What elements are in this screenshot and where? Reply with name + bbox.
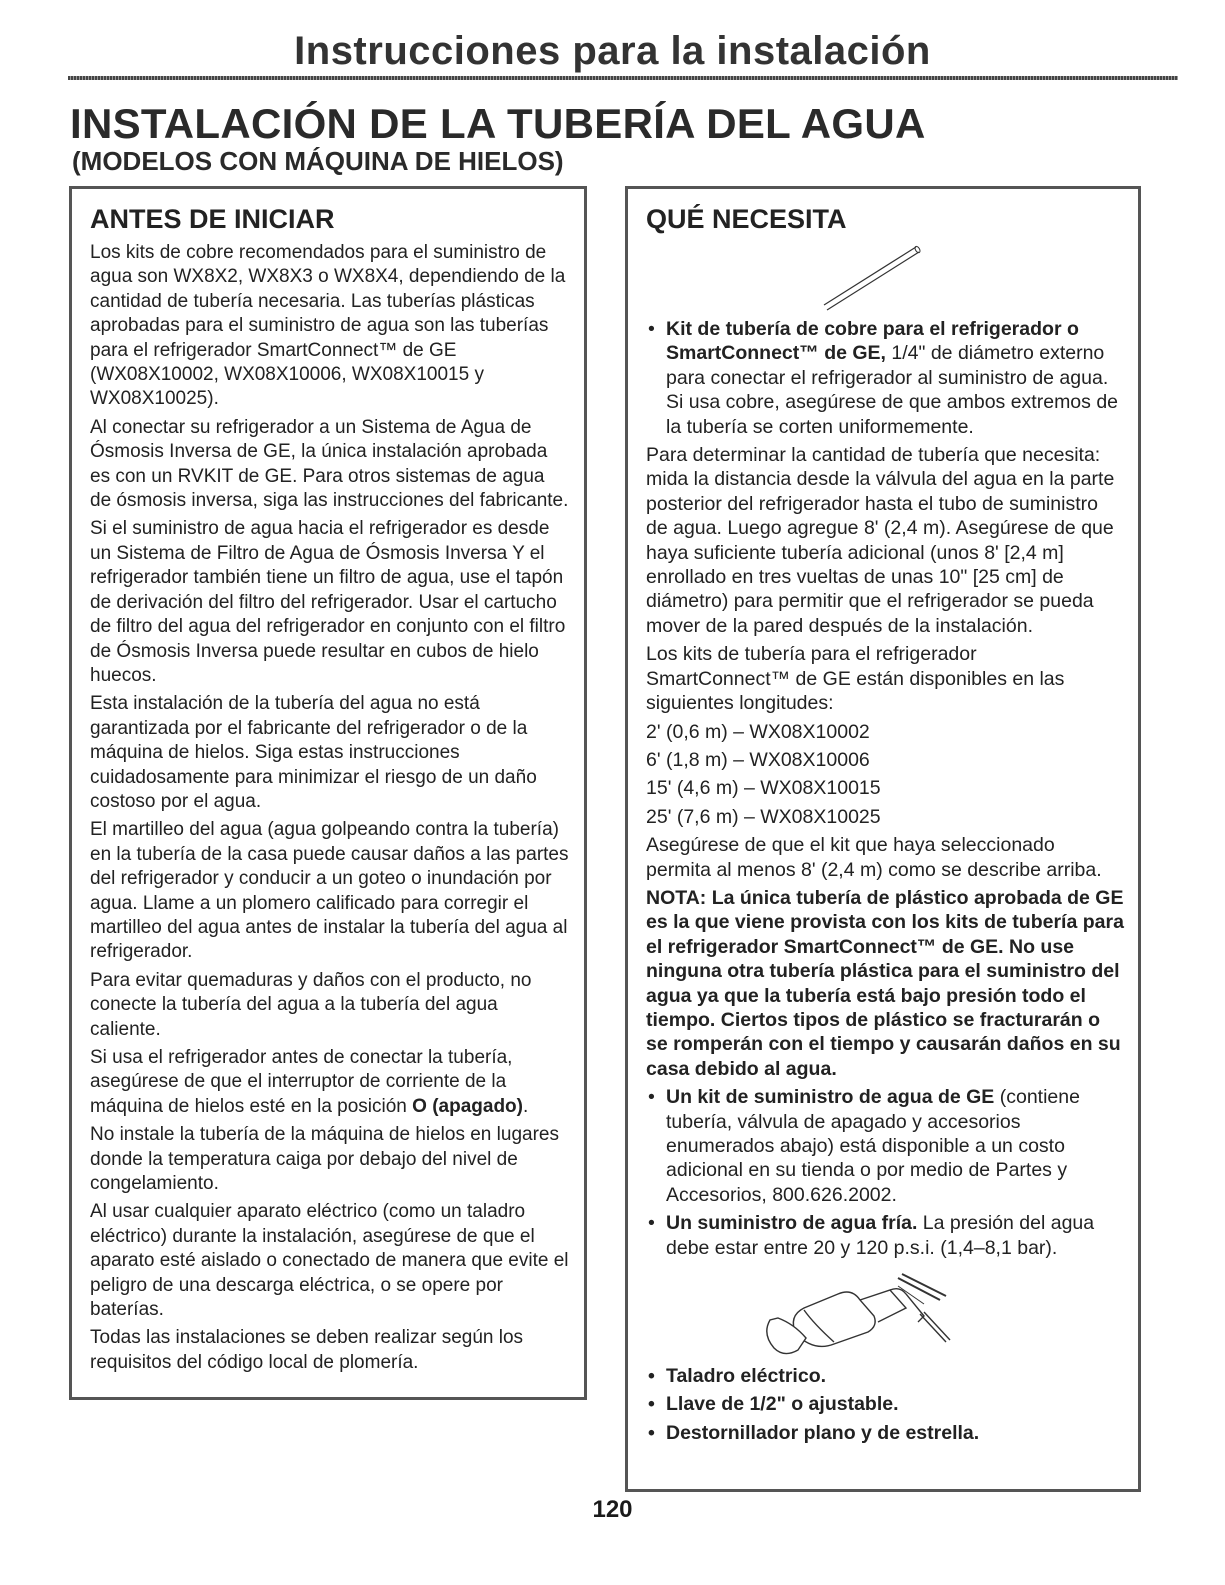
paragraph: Para evitar quemaduras y daños con el producto, no conecte la tubería del agua a la tubería del agua caliente. — [90, 969, 532, 1040]
paragraph: Al conectar su refrigerador a un Sistema de Agua de Ósmosis Inversa de GE, la única instalación aprobada es con un RVKIT de GE. Para otros sistemas de agua de ósmosis inversa, siga las instrucciones del fabricante. — [90, 416, 569, 512]
text: La presión del agua debe estar entre 20 y 120 p.s.i. (1,4–8,1 bar). — [666, 1212, 1095, 1259]
list-item: • Taladro eléctrico. — [646, 1364, 1124, 1388]
paragraph: Asegúrese de que el kit que haya seleccionado permita al menos 8' (2,4 m) como se describe arriba. — [646, 834, 1102, 881]
text: 1/4" de diámetro externo para conectar el refrigerador al suministro de agua. Si usa cobre, asegúrese de que ambos extremos de la tubería se corten uniformemente. — [666, 342, 1119, 438]
length-item: 2' (0,6 m) – WX08X10002 — [646, 720, 870, 743]
bold-text: Un kit de suministro de agua de GE — [666, 1086, 995, 1109]
paragraph — [90, 1046, 570, 1119]
length-item: 25' (7,6 m) – WX08X10025 — [646, 805, 881, 828]
text: Si usa el refrigerador antes de conectar la tubería, asegúrese de que el interruptor de corriente de la máquina de hielos esté en la posición — [90, 1047, 513, 1117]
box-heading-antes: ANTES DE INICIAR — [90, 204, 335, 234]
header-rule — [68, 76, 1178, 80]
paragraph: Esta instalación de la tubería del agua no está garantizada por el fabricante del refrigerador o de la máquina de hielos. Siga estas instrucciones cuidadosamente para minimizar el riesgo de un daño costoso por el agua. — [90, 693, 537, 812]
list-item — [646, 1085, 1124, 1207]
que-necesita-box — [625, 186, 1141, 1492]
bold-text: O (apagado) — [412, 1095, 523, 1117]
box-heading-necesita: QUÉ NECESITA — [646, 204, 847, 234]
section-title: INSTALACIÓN DE LA TUBERÍA DEL AGUA — [70, 100, 926, 147]
paragraph: Para determinar la cantidad de tubería que necesita: mida la distancia desde la válvula del agua en la parte posterior del refrigerador hasta el tubo de suministro de agua. Luego agregue 8' (2,4 m). Asegúrese de que haya suficiente tubería adicional (unos 8' [2,4 m] enrollado en tres vueltas de unas 10" [25 cm] de diámetro) para permitir que el refrigerador se pueda mover de la pared después de la instalación. — [646, 444, 1115, 637]
tools-list — [628, 1364, 1138, 1445]
text: . — [523, 1095, 529, 1117]
length-item: 15' (4,6 m) – WX08X10015 — [646, 777, 881, 800]
necesita-body — [628, 317, 1138, 1260]
section-subtitle: (MODELOS CON MÁQUINA DE HIELOS) — [72, 146, 564, 176]
length-item: 6' (1,8 m) – WX08X10006 — [646, 748, 870, 771]
list-item: • Llave de 1/2" o ajustable. — [646, 1392, 1124, 1416]
bold-text: Un suministro de agua fría. — [666, 1212, 918, 1235]
text: (contiene tubería, válvula de apagado y accesorios enumerados abajo) está disponible a un costo adicional en su tienda o por medio de Partes y Accesorios, 800.626.2002. — [666, 1086, 1080, 1206]
bold-text: Kit de tubería de cobre para el refrigerador o SmartConnect™ de GE, — [666, 318, 1079, 365]
list-item — [646, 317, 1124, 439]
paragraph: Al usar cualquier aparato eléctrico (como un taladro eléctrico) durante la instalación, asegúrese de que el aparato esté aislado o conectado de manera que evite el peligro de una descarga eléctrica, o se opere por baterías. — [90, 1201, 569, 1321]
paragraph: Los kits de cobre recomendados para el suministro de agua son WX8X2, WX8X3 o WX8X4, dependiendo de la cantidad de tubería necesaria. Las tuberías plásticas aprobadas para el suministro de agua son las tuberías para el refrigerador SmartConnect™ de GE (WX08X10002, WX08X10006, WX08X10015 y WX08X10025). — [90, 242, 566, 410]
paragraph: Si el suministro de agua hacia el refrigerador es desde un Sistema de Filtro de Agua de Ósmosis Inversa Y el refrigerador también tiene un filtro de agua, use el tapón de derivación del filtro del refrigerador. Usar el cartucho de filtro del agua del refrigerador en conjunto con el filtro de Ósmosis Inversa puede resultar en cubos de hielo huecos. — [90, 518, 566, 686]
list-item — [646, 1211, 1124, 1260]
paragraph: Todas las instalaciones se deben realizar según los requisitos del código local de plomería. — [90, 1327, 524, 1373]
page-number: 120 — [592, 1496, 633, 1523]
paragraph: El martilleo del agua (agua golpeando contra la tubería) en la tubería de la casa puede causar daños a las partes del refrigerador y conducir a un goteo o inundación por agua. Llame a un plomero calificado para corregir el martilleo del agua antes de instalar la tubería del agua al refrigerador. — [90, 819, 569, 963]
paragraph: Los kits de tubería para el refrigerador SmartConnect™ de GE están disponibles en las siguientes longitudes: — [646, 643, 1065, 715]
paragraph: No instale la tubería de la máquina de hielos en lugares donde la temperatura caiga por debajo del nivel de congelamiento. — [90, 1124, 559, 1195]
list-item: • Destornillador plano y de estrella. — [646, 1421, 1124, 1445]
drill-illustration-icon — [628, 1264, 1138, 1364]
antes-de-iniciar-box — [69, 186, 587, 1400]
tubing-illustration-icon — [628, 241, 1138, 317]
note-paragraph: NOTA: La única tubería de plástico aprobada de GE es la que viene provista con los kits de tubería para el refrigerador SmartConnect™ de GE. No use ninguna otra tubería plástica para el suministro del agua ya que la tubería está bajo presión todo el tiempo. Ciertos tipos de plástico se fracturarán o se romperán con el tiempo y causarán daños en su casa debido al agua. — [646, 886, 1124, 1080]
antes-body — [72, 241, 584, 1375]
page-header-title: Instrucciones para la instalación — [294, 29, 931, 73]
